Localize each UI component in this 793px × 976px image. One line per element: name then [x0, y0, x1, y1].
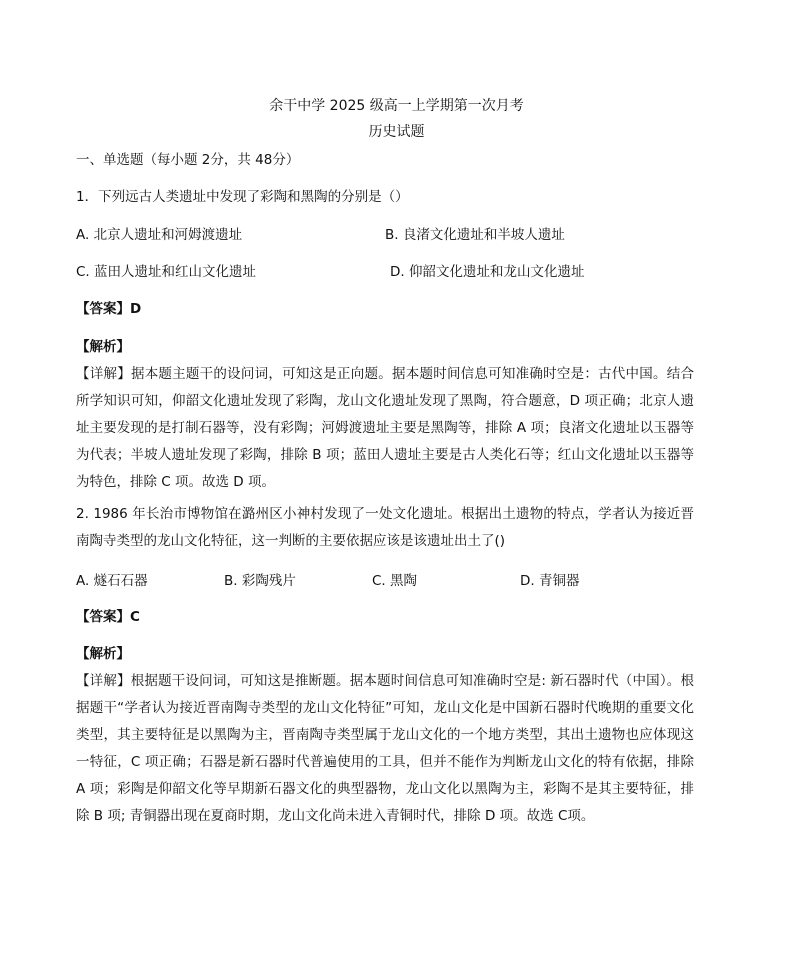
question-2-analysis-label: 【解析】	[76, 646, 130, 662]
question-1-detail: 【详解】据本题主题干的设问词，可知这是正向题。据本题时间信息可知准确时空是：古代中国。结合所学知识可知，仰韶文化遗址发现了彩陶，龙山文化遗址发现了黑陶，符合题意，D 项正确；北京人遗址主要发现的是打制石器等，没有彩陶；河姆渡遗址主要是黑陶等，排除 A 项；良渚文化遗址以玉器等为代表；半坡人遗址发现了彩陶，排除 B 项；蓝田人遗址主要是古人类化石等；红山文化遗址以玉器等为特色，排除 C 项。故选 D 项。	[76, 366, 694, 490]
question-1-option-a: A. 北京人遗址和河姆渡遗址	[76, 227, 243, 243]
exam-title: 余干中学 2025 级高一上学期第一次月考	[269, 98, 524, 114]
question-2-stem: 2. 1986 年长治市博物馆在潞州区小神村发现了一处文化遗址。根据出土遗物的特点，学者认为接近晋南陶寺类型的龙山文化特征，这一判断的主要依据应该是该遗址出土了()	[76, 506, 694, 549]
exam-subtitle: 历史试题	[368, 124, 425, 140]
question-1-analysis-label: 【解析】	[76, 339, 130, 355]
question-2-option-d: D. 青铜器	[520, 573, 580, 589]
question-2-detail: 【详解】根据题干设问词，可知这是推断题。据本题时间信息可知准确时空是: 新石器时代（中国）。根据题干“学者认为接近晋南陶寺类型的龙山文化特征”可知，龙山文化是中国新石器时代晚期的重要文化类型，其主要特征是以黑陶为主，晋南陶寺类型属于龙山文化的一个地方类型，其出土遗物也应体现这一特征，C 项正确；石器是新石器时代普遍使用的工具，但并不能作为判断龙山文化的特有依据，排除 A 项；彩陶是仰韶文化等早期新石器文化的典型器物，龙山文化以黑陶为主，彩陶不是其主要特征，排除 B 项; 青铜器出现在夏商时期，龙山文化尚未进入青铜时代，排除 D 项。故选 C项。	[76, 673, 694, 824]
question-1-option-b: B. 良渚文化遗址和半坡人遗址	[385, 227, 565, 243]
question-2-option-c: C. 黑陶	[372, 573, 418, 589]
question-1-stem: 1．下列远古人类遗址中发现了彩陶和黑陶的分别是（）	[76, 189, 409, 205]
question-1-option-d: D. 仰韶文化遗址和龙山文化遗址	[390, 264, 585, 280]
question-2-option-a: A. 燧石石器	[76, 573, 148, 589]
question-1-option-c: C. 蓝田人遗址和红山文化遗址	[76, 264, 257, 280]
question-2-answer: 【答案】C	[76, 609, 140, 625]
question-1-answer: 【答案】D	[76, 301, 142, 317]
section-heading: 一、单选题（每小题 2分，共 48分）	[76, 152, 300, 168]
question-2-option-b: B. 彩陶残片	[224, 573, 296, 589]
